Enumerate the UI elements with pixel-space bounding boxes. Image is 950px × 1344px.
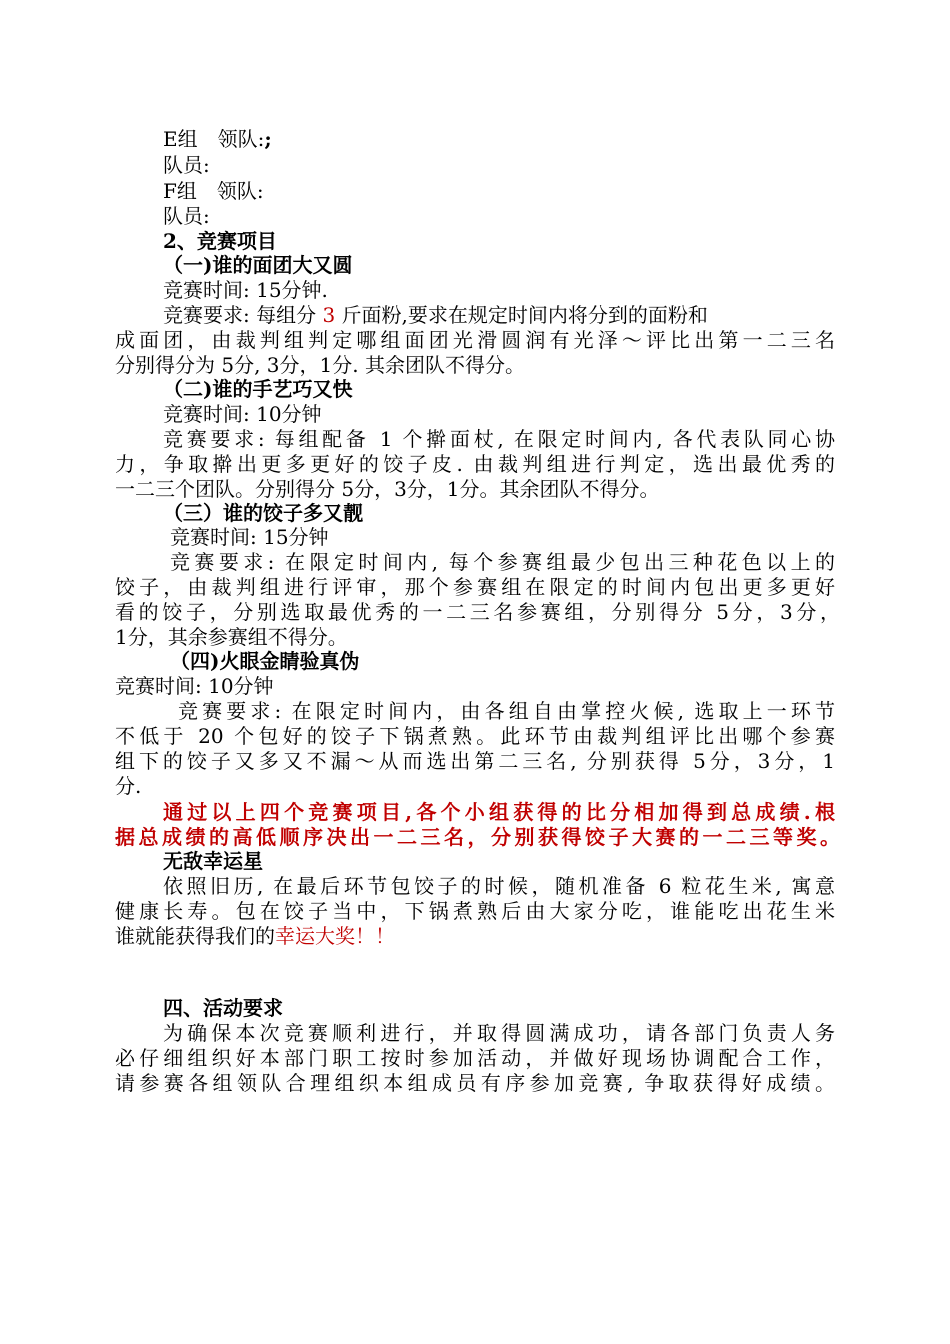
group-e-label: E组 领队: bbox=[163, 127, 265, 151]
lucky-title: 无敌幸运星 bbox=[163, 849, 263, 873]
item4-req-line2-text: 不低于 20 个包好的饺子下锅煮熟。此环节由裁判组评比出哪个参赛 bbox=[115, 724, 835, 748]
lucky-prize-text: 幸运大奖！！ bbox=[275, 924, 395, 948]
item3-title: （三）谁的饺子多又靓 bbox=[163, 501, 363, 525]
item2-req-line1 bbox=[163, 426, 835, 452]
group-e-members: 队员: bbox=[163, 153, 210, 177]
item3-req-line4: 1分，其余参赛组不得分。 bbox=[115, 625, 348, 649]
section4-line3 bbox=[115, 1070, 835, 1096]
group-f-members: 队员: bbox=[163, 204, 210, 228]
item1-req-line1 bbox=[163, 302, 708, 328]
item4-req-line1-text: 竞赛要求: 在限定时间内，由各组自由掌控火候, 选取上一环节 bbox=[178, 699, 835, 723]
item2-req-line3: 一二三个团队。分别得分 5分，3分，1分。其余团队不得分。 bbox=[115, 477, 660, 501]
lucky-line2-text: 健康长寿。包在饺子当中，下锅煮熟后由大家分吃，谁能吃出花生米 bbox=[115, 899, 835, 923]
item2-req-line1-text: 竞赛要求: 每组配备 1 个擀面杖, 在限定时间内, 各代表队同心协 bbox=[163, 427, 835, 451]
section4-line1-text: 为确保本次竞赛顺利进行，并取得圆满成功，请各部门负责人务 bbox=[163, 1021, 835, 1045]
item3-req-line3 bbox=[115, 599, 840, 625]
item1-req-line3: 分别得分为 5分, 3分，1分. 其余团队不得分。 bbox=[115, 353, 525, 377]
item3-time: 竞赛时间: 15分钟 bbox=[170, 525, 329, 549]
group-f-leader: F组 领队: bbox=[163, 179, 264, 203]
item3-req-line1 bbox=[170, 549, 835, 575]
item2-req-line2-text: 力，争取擀出更多更好的饺子皮. 由裁判组进行判定，选出最优秀的 bbox=[115, 452, 835, 476]
section4-heading: 四、活动要求 bbox=[163, 996, 283, 1020]
lucky-line2 bbox=[115, 898, 835, 924]
item4-req-line4: 分. bbox=[115, 774, 142, 798]
item1-req-line2-text: 成面团，由裁判组判定哪组面团光滑圆润有光泽～评比出第一二三名 bbox=[115, 328, 835, 352]
item4-req-line3-text: 组下的饺子又多又不漏～从而选出第二三名, 分别获得 5分，3分，1 bbox=[115, 749, 835, 773]
item3-req-line2 bbox=[115, 574, 835, 600]
item1-req-num: 3 bbox=[322, 303, 336, 327]
item4-req-line1 bbox=[178, 698, 835, 724]
summary-line1 bbox=[163, 799, 835, 825]
item1-time: 竞赛时间: 15分钟. bbox=[163, 278, 328, 302]
item1-title: （一)谁的面团大又圆 bbox=[163, 253, 353, 277]
lucky-line1-text: 依照旧历, 在最后环节包饺子的时候，随机准备 6 粒花生米, 寓意 bbox=[163, 874, 835, 898]
item2-title: （二)谁的手艺巧又快 bbox=[163, 377, 353, 401]
section2-heading: 2、竞赛项目 bbox=[163, 229, 277, 253]
summary-line1-text: 通过以上四个竞赛项目,各个小组获得的比分相加得到总成绩.根 bbox=[163, 800, 835, 824]
item1-req-prefix: 竞赛要求: 每组分 bbox=[163, 303, 323, 327]
item1-req-rest: 斤面粉,要求在规定时间内将分到的面粉和 bbox=[335, 303, 708, 327]
item2-time: 竞赛时间: 10分钟 bbox=[163, 402, 322, 426]
item4-time: 竞赛时间: 10分钟 bbox=[115, 674, 274, 698]
group-e-semicolon: ; bbox=[264, 127, 272, 151]
item4-title: （四)火眼金睛验真伪 bbox=[170, 649, 360, 673]
item3-req-line2-text: 饺子，由裁判组进行评审，那个参赛组在限定的时间内包出更多更好 bbox=[115, 575, 835, 599]
group-e-leader bbox=[163, 126, 272, 152]
item1-req-line2 bbox=[115, 327, 835, 353]
section4-line3-text: 请参赛各组领队合理组织本组成员有序参加竞赛, 争取获得好成绩。 bbox=[115, 1071, 835, 1095]
summary-line2-text: 据总成绩的高低顺序决出一二三名，分别获得饺子大赛的一二三等奖。 bbox=[115, 825, 840, 849]
item4-req-line2 bbox=[115, 723, 835, 749]
item3-req-line1-text: 竞赛要求: 在限定时间内, 每个参赛组最少包出三种花色以上的 bbox=[170, 550, 835, 574]
lucky-line3 bbox=[115, 923, 395, 949]
item4-req-line3 bbox=[115, 748, 835, 774]
section4-line2-text: 必仔细组织好本部门职工按时参加活动，并做好现场协调配合工作， bbox=[115, 1046, 835, 1070]
item2-req-line2 bbox=[115, 451, 835, 477]
lucky-line3-prefix: 谁就能获得我们的 bbox=[115, 924, 275, 948]
item3-req-line3-text: 看的饺子，分别选取最优秀的一二三名参赛组，分别得分 5分，3分， bbox=[115, 600, 840, 624]
section4-line2 bbox=[115, 1045, 835, 1071]
lucky-line1 bbox=[163, 873, 835, 899]
summary-line2 bbox=[115, 824, 840, 850]
section4-line1 bbox=[163, 1020, 835, 1046]
